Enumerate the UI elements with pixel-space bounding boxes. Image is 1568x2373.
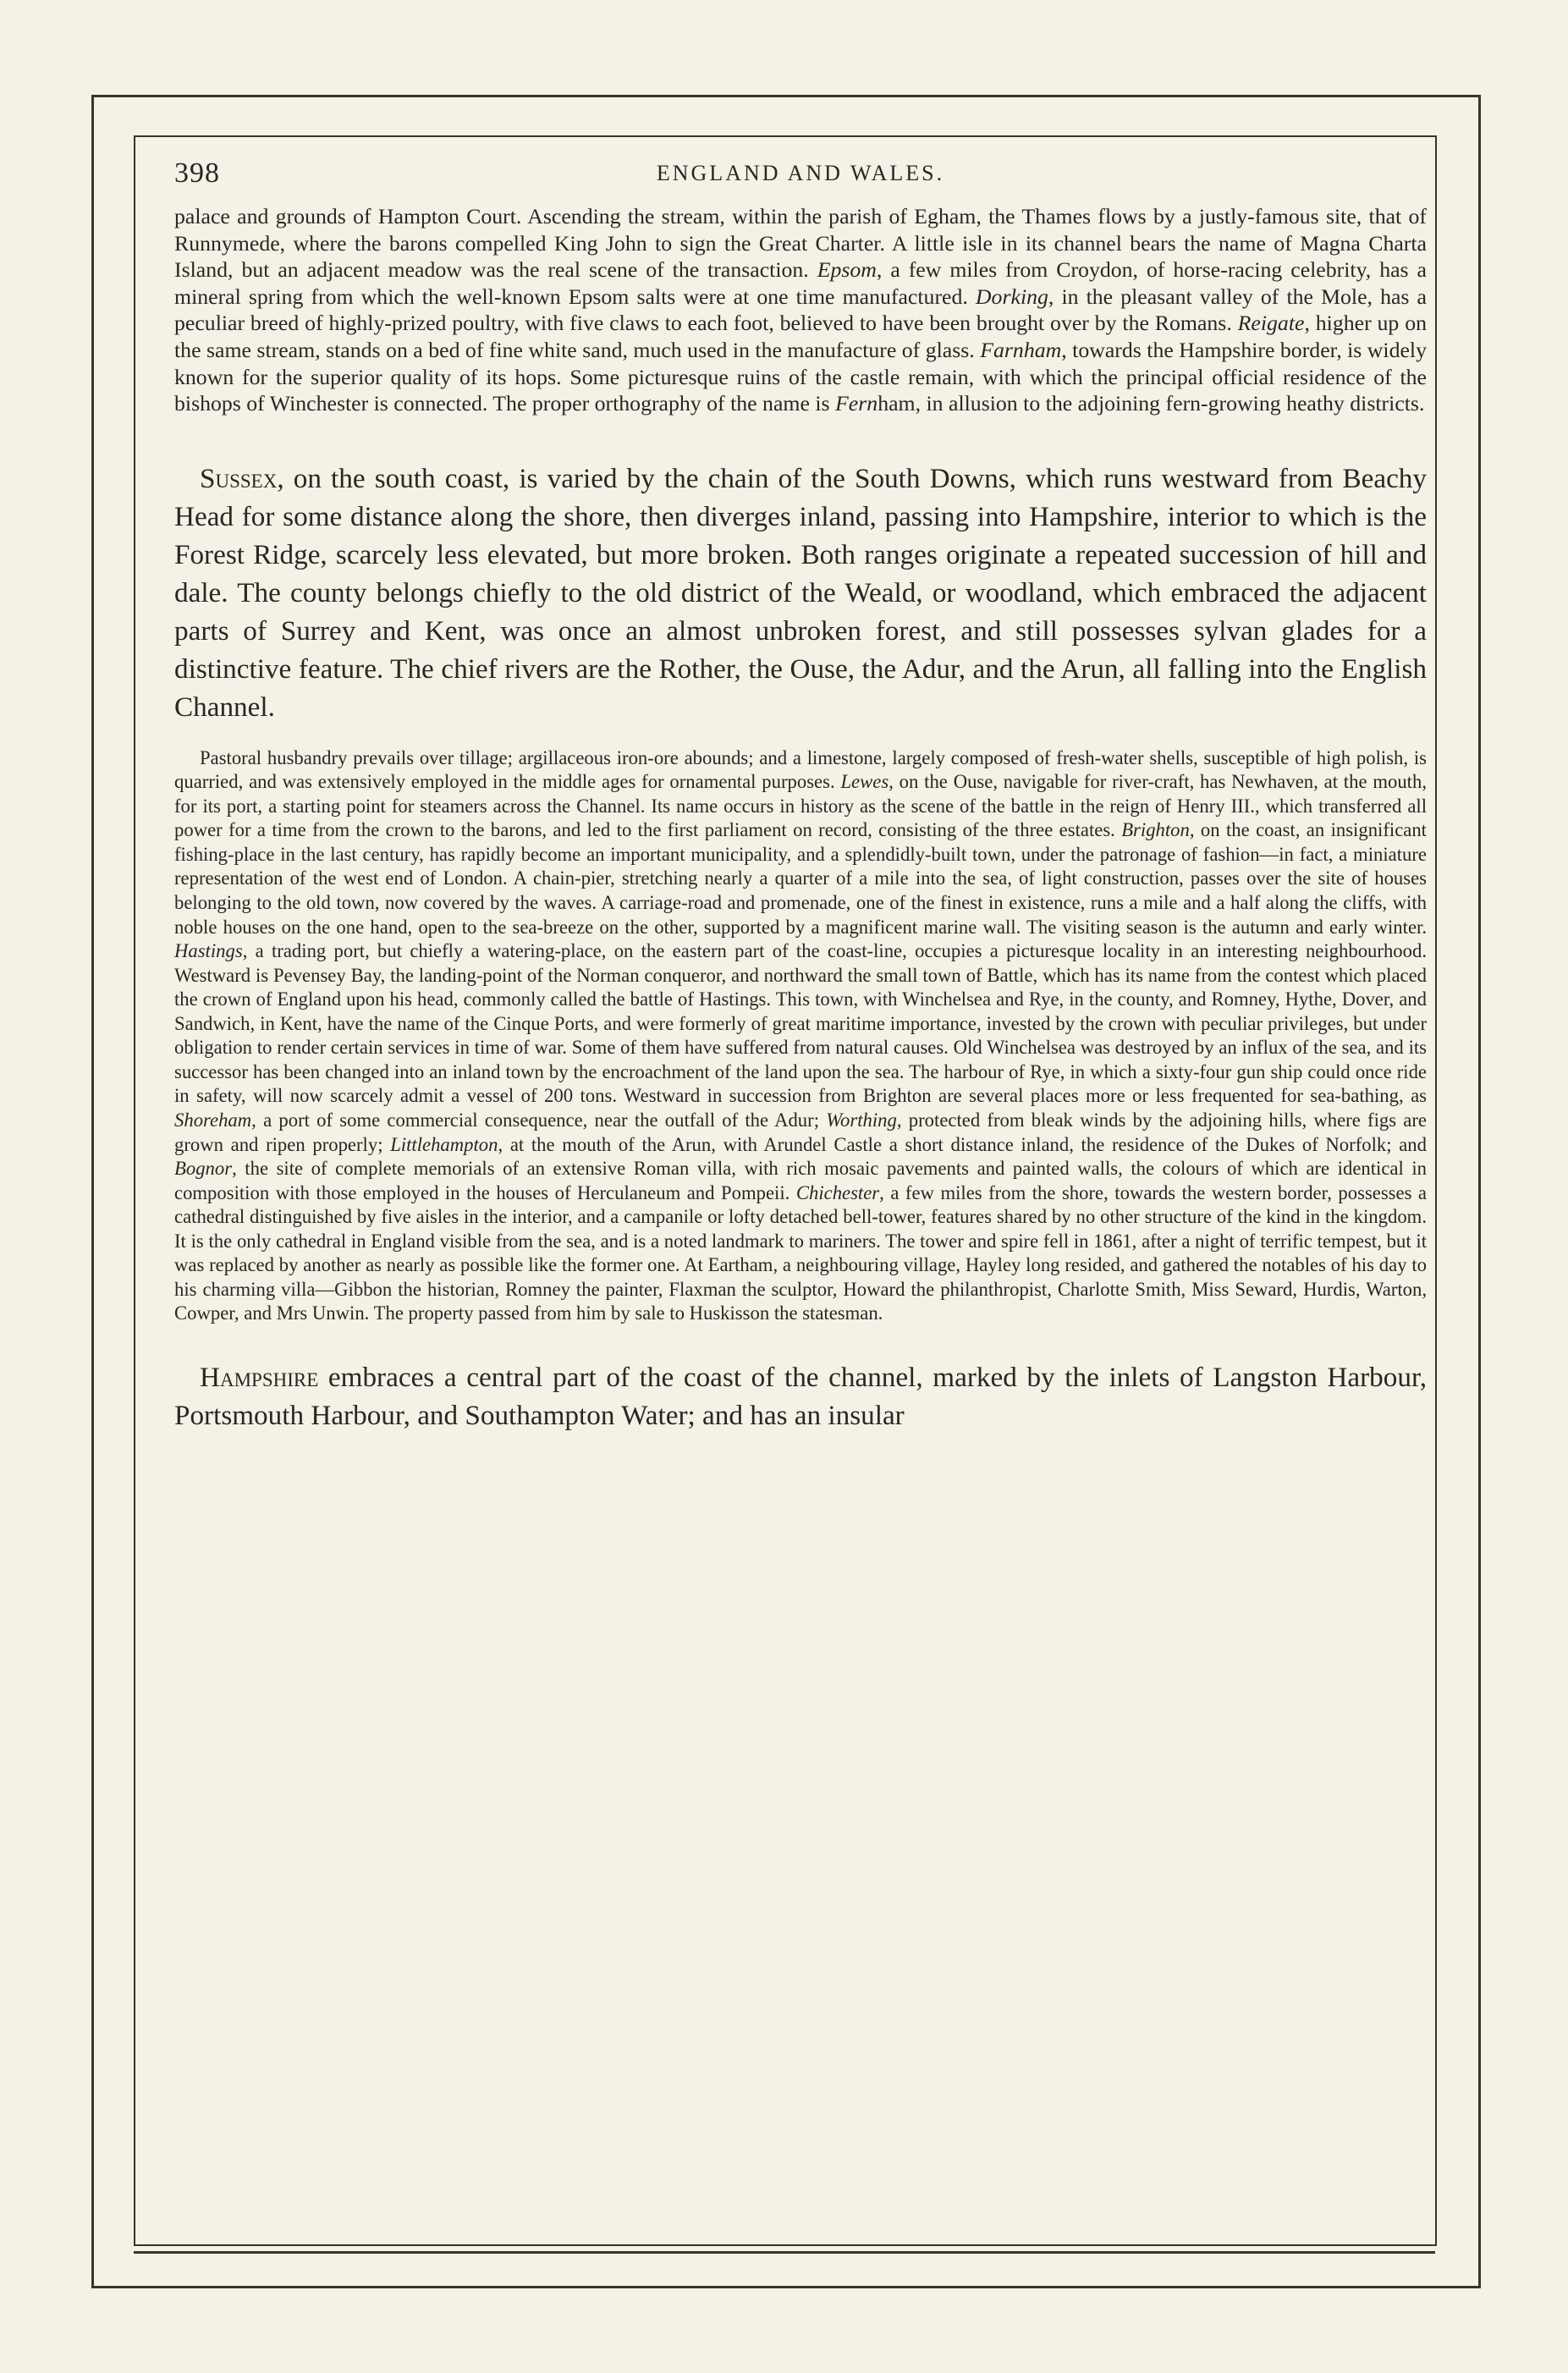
hampshire-intro-paragraph: Hampshire embraces a central part of the coast of the channel, marked by the inlets of Langston Harbour, Portsmouth Harbour, and Southampton Water; and has an insular (174, 1361, 1427, 1431)
bottom-rule (134, 2251, 1435, 2254)
sussex-heading: Sussex (200, 462, 278, 494)
sussex-intro-paragraph: Sussex, on the south coast, is varied by the chain of the South Downs, which runs westward from Beachy Head for some distance along the shore, then diverges inland, passing into Hampshire, interior to which is the Forest Ridge, scarcely less elevated, but more broken. Both ranges originate a repeated succession of hill and dale. The county belongs chiefly to the old district of the Weald, or woodland, which embraced the adjacent parts of Surrey and Kent, was once an almost unbroken forest, and still possesses sylvan glades for a distinctive feature. The chief rivers are the Rother, the Ouse, the Adur, and the Arun, all falling into the English Channel. (174, 462, 1427, 723)
sussex-detail-paragraph: Pastoral husbandry prevails over tillage; argillaceous iron-ore abounds; and a limestone, largely composed of fresh-water shells, susceptible of high polish, is quarried, and was extensively employed in the middle ages for ornamental purposes. Lewes, on the Ouse, navigable for river-craft, has Newhaven, at the mouth, for its port, a starting point for steamers across the Channel. Its name occurs in history as the scene of the battle in the reign of Henry III., which transferred all power for a time from the crown to the barons, and led to the first parliament on record, consisting of the three estates. Brighton, on the coast, an insignificant fishing-place in the last century, has rapidly become an important municipality, and a splendidly-built town, under the patronage of fashion—in fact, a miniature representation of the west end of London. A chain-pier, stretching nearly a quarter of a mile into the sea, of light construction, passes over the site of houses belonging to the old town, now covered by the waves. A carriage-road and promenade, one of the finest in existence, runs a mile and a half along the cliffs, with noble houses on the one hand, open to the sea-breeze on the other, supported by a magnificent marine wall. The visiting season is the autumn and early winter. Hastings, a trading port, but chiefly a watering-place, on the eastern part of the coast-line, occupies a picturesque locality in an interesting neighbourhood. Westward is Pevensey Bay, the landing-point of the Norman conqueror, and northward the small town of Battle, which has its name from the contest which placed the crown of England upon his head, commonly called the battle of Hastings. This town, with Winchelsea and Rye, in the county, and Romney, Hythe, Dover, and Sandwich, in Kent, have the name of the Cinque Ports, and were formerly of great maritime importance, invested by the crown with peculiar privileges, but under obligation to render certain services in time of war. Some of them have suffered from natural causes. Old Winchelsea was destroyed by an influx of the sea, and its successor has been changed into an inland town by the encroachment of the land upon the sea. The harbour of Rye, in which a sixty-four gun ship could once ride in safety, will now scarcely admit a vessel of 200 tons. Westward in succession from Brighton are several places more or less frequented for sea-bathing, as Shoreham, a port of some commercial consequence, near the outfall of the Adur; Worthing, protected from bleak winds by the adjoining hills, where figs are grown and ripen properly; Littlehampton, at the mouth of the Arun, with Arundel Castle a short distance inland, the residence of the Dukes of Norfolk; and Bognor, the site of complete memorials of an extensive Roman villa, with rich mosaic pavements and painted walls, the colours of which are identical in composition with those employed in the houses of Herculaneum and Pompeii. Chichester, a few miles from the shore, towards the western border, possesses a cathedral distinguished by five aisles in the interior, and a campanile or lofty detached bell-tower, features shared by no other structure of the kind in the kingdom. It is the only cathedral in England visible from the sea, and is a noted landmark to mariners. The tower and spire fell in 1861, after a night of terrific tempest, but it was replaced by another as nearly as possible like the former one. At Eartham, a neighbouring village, Hayley long resided, and gathered the notables of his day to his charming villa—Gibbon the historian, Romney the painter, Flaxman the sculptor, Howard the philanthropist, Charlotte Smith, Miss Seward, Hurdis, Warton, Cowper, and Mrs Unwin. The property passed from him by sale to Huskisson the statesman. (174, 746, 1428, 1324)
page-number: 398 (174, 157, 220, 189)
page-header (174, 157, 1427, 188)
page-content (174, 157, 1427, 1434)
hampshire-heading: Hampshire (200, 1361, 319, 1393)
surrey-paragraph: palace and grounds of Hampton Court. Ascending the stream, within the parish of Egham, the Thames flows by a justly-famous site, that of Runnymede, where the barons compelled King John to sign the Great Charter. A little isle in its channel bears the name of Magna Charta Island, but an adjacent meadow was the real scene of the transaction. Epsom, a few miles from Croydon, of horse-racing celebrity, has a mineral spring from which the well-known Epsom salts were at one time manufactured. Dorking, in the pleasant valley of the Mole, has a peculiar breed of highly-prized poultry, with five claws to each foot, believed to have been brought over by the Romans. Reigate, higher up on the same stream, stands on a bed of fine white sand, much used in the manufacture of glass. Farnham, towards the Hampshire border, is widely known for the superior quality of its hops. Some picturesque ruins of the castle remain, with which the principal official residence of the bishops of Winchester is connected. The proper orthography of the name is Fernham, in allusion to the adjoining fern-growing heathy districts. (174, 204, 1427, 416)
running-head: ENGLAND AND WALES. (656, 161, 945, 185)
